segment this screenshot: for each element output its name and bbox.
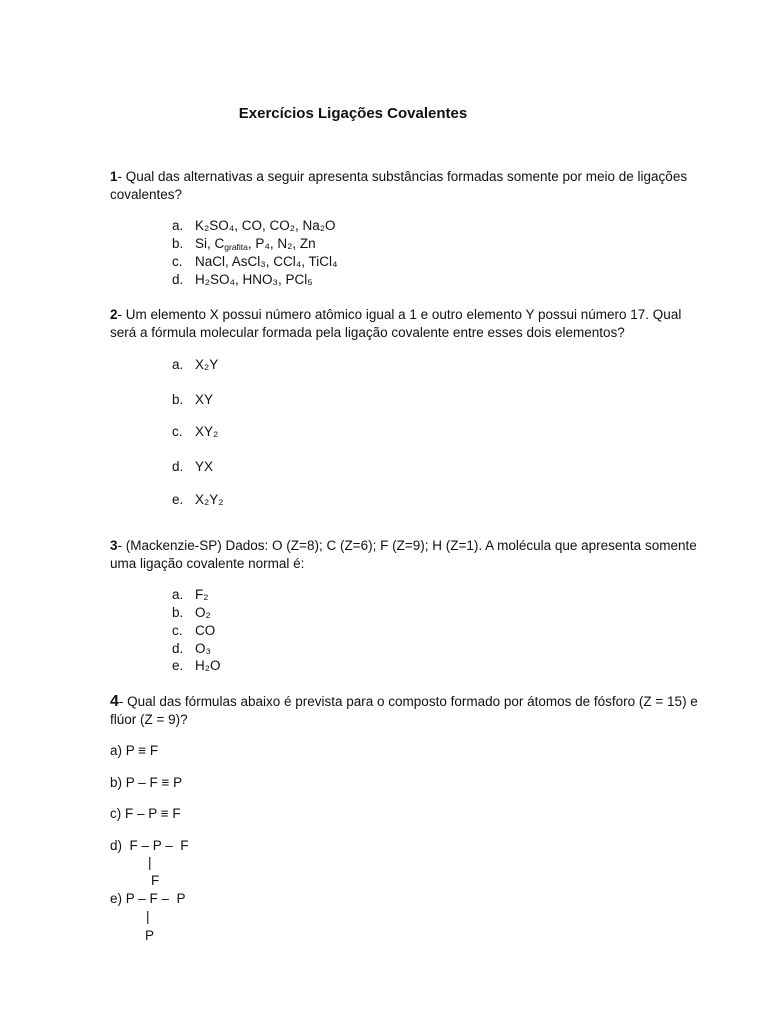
q2-option-d [172, 458, 213, 476]
option-text: H₂SO₄, HNO₃, PCl₅ [195, 272, 313, 287]
option-text: O₂ [195, 605, 211, 620]
question-3 [110, 537, 700, 573]
option-letter: d. [172, 641, 184, 656]
question-3-text: - (Mackenzie-SP) Dados: O (Z=8); C (Z=6); F (Z=9); H (Z=1). A molécula que apresenta somente uma ligação covalente normal é: [110, 538, 697, 571]
q4-option-d-bond: | [148, 855, 152, 870]
q3-option-c [172, 622, 215, 640]
q3-option-a [172, 586, 209, 604]
option-letter: d. [172, 459, 184, 474]
question-2 [110, 306, 700, 342]
q4-option-e-atom: P [145, 928, 155, 943]
q4-option-d: d) F – P – F [110, 838, 189, 853]
option-text: O₃ [195, 641, 211, 656]
option-text-post: , P₄, N₂, Zn [247, 236, 316, 251]
option-text: YX [195, 459, 214, 474]
question-2-text: - Um elemento X possui número atômico igual a 1 e outro elemento Y possui número 17. Qual será a fórmula molecular formada pela ligação covalente entre esses dois elementos? [110, 307, 682, 340]
option-letter: d. [172, 272, 184, 287]
q1-option-c [172, 253, 338, 271]
option-letter: b. [172, 236, 184, 251]
option-letter: b. [172, 392, 184, 407]
q3-option-b [172, 604, 211, 622]
option-letter: a. [172, 218, 184, 233]
q2-option-b [172, 391, 213, 409]
q3-option-d [172, 640, 211, 658]
q4-option-c: c) F – P ≡ F [110, 806, 181, 821]
option-letter: b. [172, 605, 184, 620]
option-letter: e. [172, 658, 184, 673]
question-3-number: 3 [110, 538, 118, 553]
question-4 [110, 693, 700, 729]
q1-option-a [172, 217, 336, 235]
q2-option-c [172, 423, 218, 441]
question-1-number: 1 [110, 169, 118, 184]
option-text: F₂ [195, 587, 209, 602]
option-text: CO [195, 623, 216, 638]
option-text: XY [195, 392, 214, 407]
q3-option-e [172, 657, 221, 675]
option-text: H₂O [195, 658, 221, 673]
option-letter: a. [172, 587, 184, 602]
option-letter: e. [172, 492, 184, 507]
q2-option-e [172, 491, 224, 509]
question-1-text: - Qual das alternativas a seguir apresenta substâncias formadas somente por meio de ligações covalentes? [110, 169, 688, 202]
question-4-number: 4 [110, 693, 119, 710]
page-title: Exercícios Ligações Covalentes [238, 105, 468, 122]
q1-option-d [172, 271, 313, 289]
option-text: X₂Y₂ [195, 492, 224, 507]
option-letter: c. [172, 424, 183, 439]
question-1 [110, 168, 700, 204]
option-text-pre: Si, C [195, 236, 225, 251]
option-letter: c. [172, 254, 183, 269]
option-text: NaCl, AsCl₃, CCl₄, TiCl₄ [195, 254, 338, 269]
q2-option-a [172, 356, 218, 374]
q4-option-d-atom: F [151, 873, 160, 888]
q4-option-e-bond: | [146, 909, 150, 924]
option-subscript: grafita [224, 242, 248, 252]
option-letter: c. [172, 623, 183, 638]
q4-option-b: b) P – F ≡ P [110, 775, 183, 790]
question-4-text: - Qual das fórmulas abaixo é prevista para o composto formado por átomos de fósforo (Z = 15) e flúor (Z = 9)? [110, 694, 698, 727]
option-text: XY₂ [195, 424, 219, 439]
q4-option-e: e) P – F – P [110, 891, 186, 906]
option-text: K₂SO₄, CO, CO₂, Na₂O [195, 218, 336, 233]
option-text: X₂Y [195, 357, 219, 372]
q4-option-a: a) P ≡ F [110, 743, 159, 758]
option-letter: a. [172, 357, 184, 372]
question-2-number: 2 [110, 307, 118, 322]
